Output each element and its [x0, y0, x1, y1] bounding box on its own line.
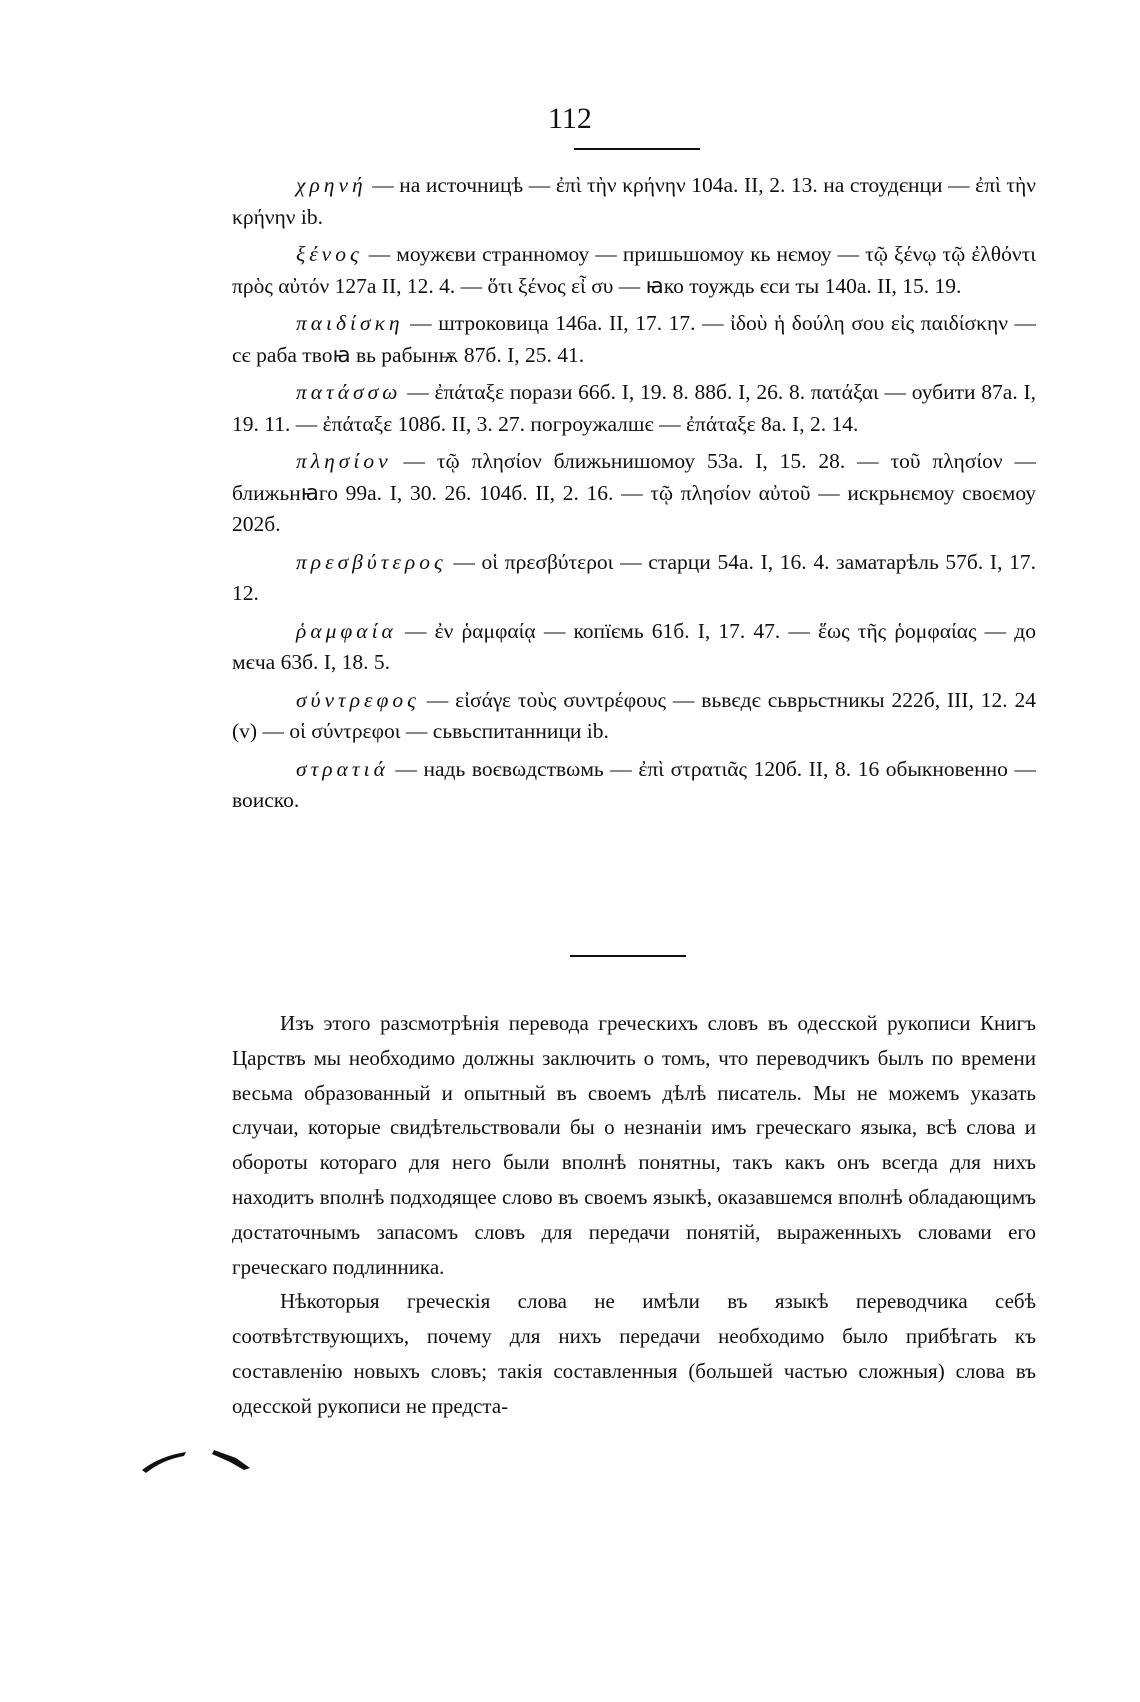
glossary-entry: [232, 308, 1036, 371]
entry-headword: χρηνή: [296, 173, 367, 197]
entry-headword: ῥαμφαία: [296, 618, 397, 643]
glossary-entry: [232, 170, 1036, 233]
page-number: 112: [548, 102, 592, 135]
entry-headword: παιδίσκη: [296, 311, 404, 335]
glossary-entry: [232, 377, 1036, 440]
paragraph: Нѣкоторыя греческія слова не имѣли въ языкѣ переводчика себѣ соотвѣтствующихъ, почему для нихъ передачи необходимо было прибѣгать къ составленію новыхъ словъ; такія составленныя (большей частью сложныя) слова въ одесской рукописи не предста-: [232, 1289, 1036, 1418]
entry-text: — εἰσάγε τοὺς συντρέφους — вьвєдє сьврьстникы 222б, III, 12. 24 (v) — οἱ σύντρεφοι — сьвьспитанници ib.: [232, 687, 1036, 743]
glossary-entry: [232, 239, 1036, 302]
entry-text: — ἐπάταξε порази 66б. I, 19. 8. 88б. I, 26. 8. πατάξαι — оубити 87а. I, 19. 11. — ἐπάταξε 108б. II, 3. 27. погроужалшє — ἐπάταξε 8а. I, 2. 14.: [232, 380, 1036, 436]
entry-text: — τῷ πλησίον ближьнишомоу 53а. I, 15. 28. — τοῦ πλησίον — ближьнꙗго 99а. I, 30. 26. 104б. II, 2. 16. — τῷ πλησίον αὐτοῦ — искрьнємоу своємоу 202б.: [232, 449, 1036, 536]
ink-smudge-mark: [140, 1440, 280, 1480]
entry-text: — ἐν ῥαμφαίᾳ — копїємь 61б. I, 17. 47. — ἕως τῆς ῥομφαίας — до мєча 63б. I, 18. 5.: [232, 618, 1036, 674]
glossary-entries: [232, 170, 1036, 823]
entry-headword: σύντρεφος: [296, 687, 420, 712]
glossary-entry: [232, 685, 1036, 748]
glossary-entry: [232, 547, 1036, 610]
glossary-entry: [232, 754, 1036, 817]
section-separator: [570, 955, 686, 957]
entry-headword: πρεσβύτερος: [296, 549, 447, 574]
entry-text: — моужєви странномоу — пришьшомоу кь нємоу — τῷ ξένῳ τῷ ἐλθόντι πρὸς αὐτόν 127а II, 12. 4. — ὅτι ξένος εἶ συ — ꙗко тоуждь єси ты 140а. II, 15. 19.: [232, 242, 1036, 298]
entry-headword: ξένος: [296, 242, 363, 266]
entry-text: — штроковица 146а. II, 17. 17. — ἰδοὺ ἡ δούλη σου εἰς παιδίσκην — сє раба твоꙗ вь рабынѭ 87б. I, 25. 41.: [232, 311, 1036, 367]
entry-text: — на источницѣ — ἐπὶ τὴν κρήνην 104а. II, 2. 13. на стоудєнци — ἐπὶ τὴν κρήνην ib.: [232, 173, 1036, 229]
glossary-entry: [232, 616, 1036, 679]
paragraph: Изъ этого разсмотрѣнія перевода греческихъ словъ въ одесской рукописи Книгъ Царствъ мы необходимо должны заключить о томъ, что переводчикъ былъ по времени весьма образованный и опытный въ своемъ дѣлѣ писатель. Мы не можемъ указать случаи, которые свидѣтельствовали бы о незнаніи имъ греческаго языка, всѣ слова и обороты котораго для него были вполнѣ понятны, такъ какъ онъ всегда для нихъ находитъ вполнѣ подходящее слово въ своемъ языкѣ, оказавшемся вполнѣ обладающимъ достаточнымъ запасомъ словъ для передачи понятій, выраженныхъ словами его греческаго подлинника.: [232, 1011, 1036, 1279]
body-text: [232, 1006, 1036, 1424]
page-number-rule: [574, 148, 700, 150]
entry-text: — надь воєвωдствωмь — ἐπὶ στρατιᾶς 120б. II, 8. 16 обыкновенно — воиско.: [232, 756, 1036, 812]
entry-text: — οἱ πρεσβύτεροι — старци 54а. I, 16. 4. заматарѣль 57б. I, 17. 12.: [232, 549, 1036, 605]
entry-headword: πατάσσω: [296, 380, 402, 404]
entry-headword: στρατιά: [296, 756, 389, 781]
entry-headword: πλησίον: [296, 449, 392, 473]
glossary-entry: [232, 446, 1036, 541]
